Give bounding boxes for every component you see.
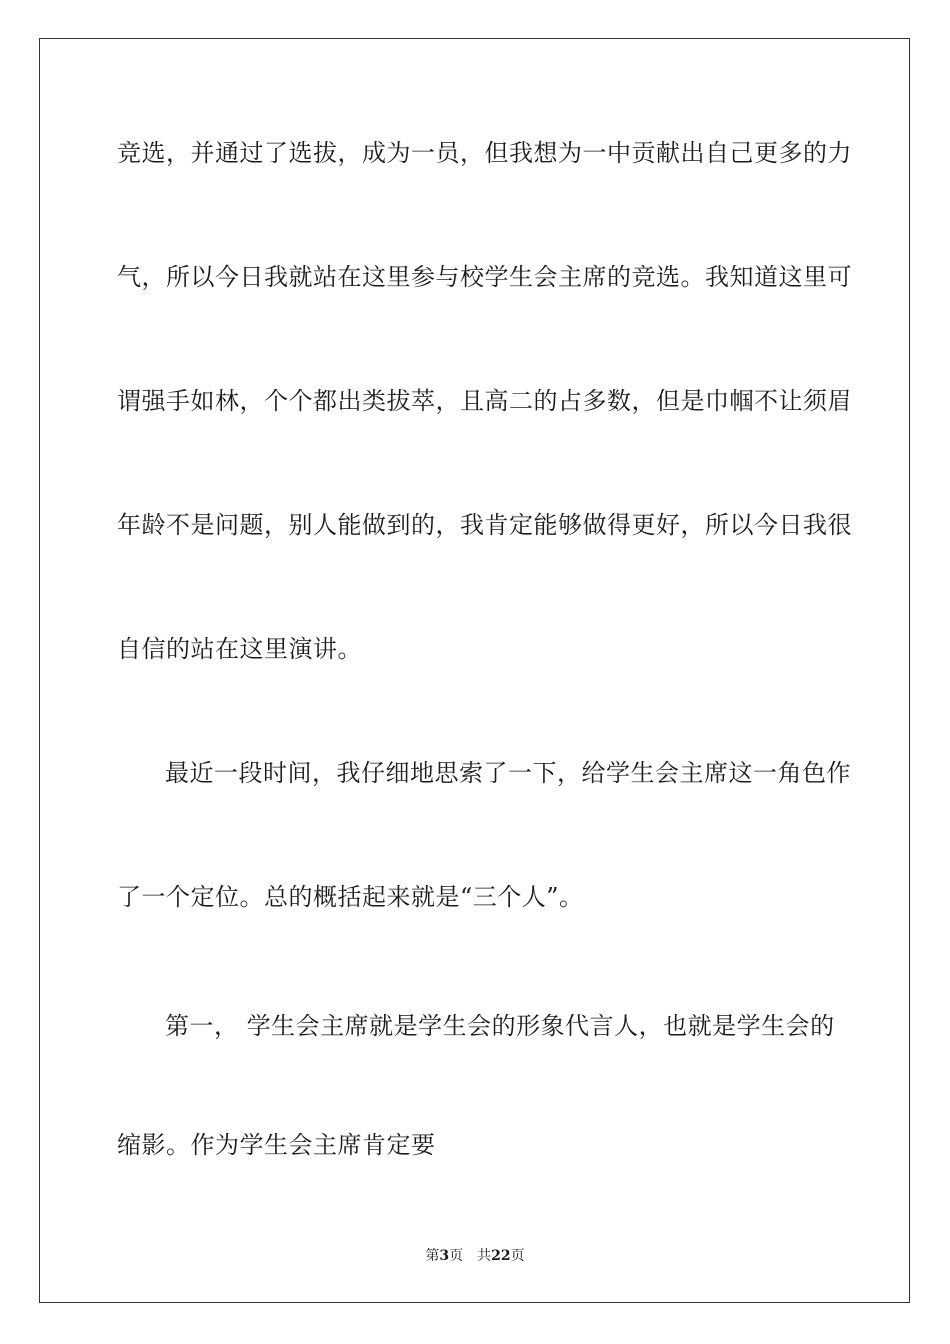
footer-page-suffix: 页 — [449, 1248, 464, 1264]
text-line-9: 缩影。作为学生会主席肯定要 — [117, 1131, 436, 1159]
text-line-6: 最近一段时间，我仔细地思索了一下，给学生会主席这一角色作 — [165, 759, 851, 787]
footer-total-suffix: 页 — [510, 1248, 525, 1264]
page-footer — [0, 1247, 950, 1265]
text-line-4: 年龄不是问题，别人能做到的，我肯定能够做得更好，所以今日我很 — [117, 511, 852, 539]
text-line-3: 谓强手如林，个个都出类拔萃，且高二的占多数，但是巾帼不让须眉 — [117, 387, 852, 415]
text-line-7: 了一个定位。总的概括起来就是“三个人”。 — [117, 883, 584, 911]
text-line-8: 第一， 学生会主席就是学生会的形象代言人，也就是学生会的 — [165, 1012, 835, 1040]
footer-total-prefix: 共 — [477, 1248, 492, 1264]
footer-total-pages: 22 — [491, 1248, 511, 1264]
text-line-1: 竞选，并通过了选拔，成为一员，但我想为一中贡献出自己更多的力 — [117, 139, 852, 167]
page-border — [39, 38, 910, 1303]
text-line-5: 自信的站在这里演讲。 — [117, 635, 362, 663]
footer-page-current: 3 — [439, 1248, 450, 1264]
footer-page-prefix: 第 — [425, 1248, 440, 1264]
text-line-2: 气，所以今日我就站在这里参与校学生会主席的竞选。我知道这里可 — [117, 263, 852, 291]
